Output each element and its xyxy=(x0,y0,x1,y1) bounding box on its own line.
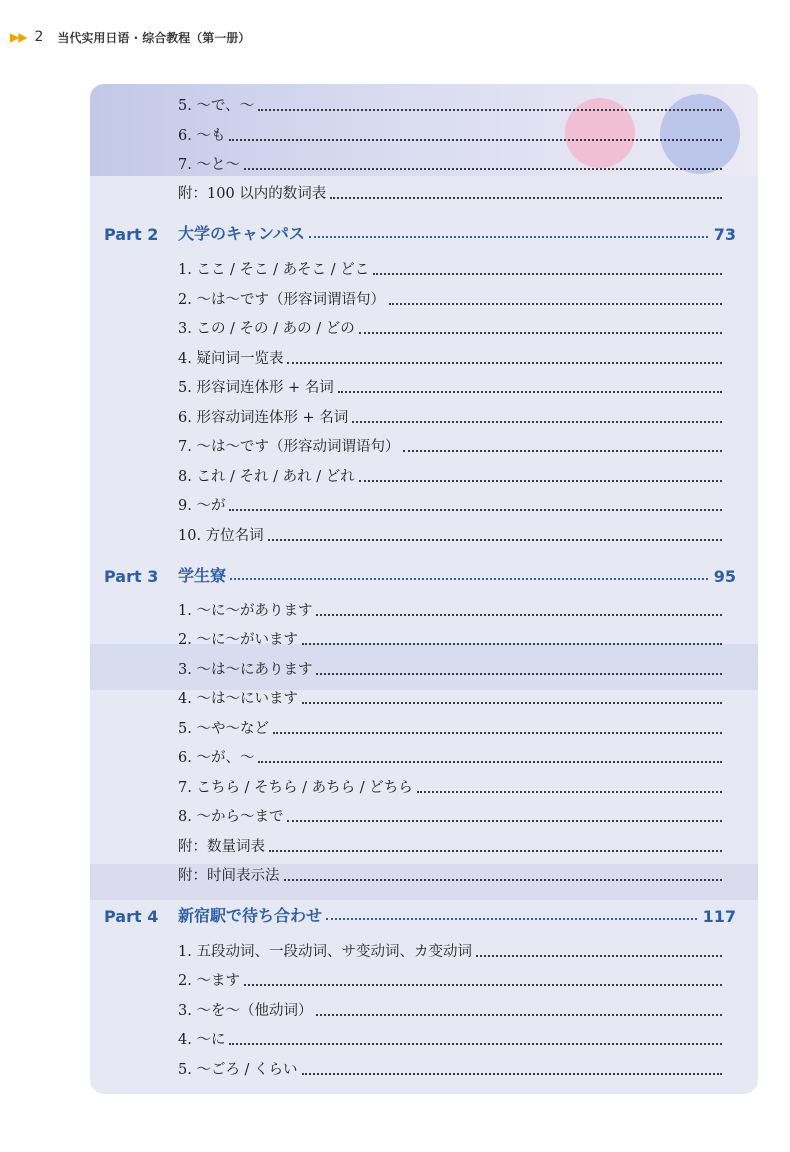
toc-entry-label: 4. 疑问词一览表 xyxy=(178,351,284,367)
toc-entry[interactable] xyxy=(178,92,722,116)
running-header xyxy=(10,25,250,49)
leader-dots xyxy=(287,362,722,364)
leader-dots xyxy=(258,109,722,111)
toc-entry-label: 7. ～と～ xyxy=(178,157,240,173)
toc-entry[interactable] xyxy=(178,967,722,991)
toc-entry-label: 附：时间表示法 xyxy=(178,868,280,884)
toc-entry[interactable] xyxy=(178,492,722,516)
toc-entry[interactable] xyxy=(178,862,722,886)
toc-entry-label: 7. ～は～です（形容动词谓语句） xyxy=(178,439,400,455)
toc-entry[interactable] xyxy=(178,774,722,798)
book-title: 当代实用日语 · 综合教程（第一册） xyxy=(57,30,251,45)
toc-entry[interactable] xyxy=(178,997,722,1021)
toc-entry-label: 2. ～に～がいます xyxy=(178,632,298,648)
leader-dots xyxy=(269,850,722,852)
leader-dots xyxy=(316,614,722,616)
toc-entry-label: 1. ここ / そこ / あそこ / どこ xyxy=(178,262,370,278)
toc-entry[interactable] xyxy=(178,1056,722,1080)
toc-entry-label: 1. 五段动词、一段动词、サ变动词、カ变动词 xyxy=(178,944,472,960)
toc-entry[interactable] xyxy=(178,744,722,768)
toc-entry-label: 5. ～や～など xyxy=(178,721,269,737)
toc-entry[interactable] xyxy=(178,522,722,546)
leader-dots xyxy=(338,391,722,393)
toc-entry[interactable] xyxy=(178,938,722,962)
leader-dots xyxy=(273,732,722,734)
part-page-number: 117 xyxy=(702,907,736,926)
arrow-icon: ▶▶ xyxy=(10,30,27,44)
toc-entry-label: 附：100 以内的数词表 xyxy=(178,186,327,202)
toc-entry-label: 5. 形容词连体形 + 名词 xyxy=(178,380,334,396)
leader-dots xyxy=(229,139,722,141)
toc-entry-label: 3. この / その / あの / どの xyxy=(178,321,355,337)
part-number: Part 3 xyxy=(104,567,159,586)
toc-entry-label: 8. これ / それ / あれ / どれ xyxy=(178,469,355,485)
leader-dots xyxy=(330,197,722,199)
leader-dots xyxy=(287,820,722,822)
toc-entry[interactable] xyxy=(178,833,722,857)
toc-entry[interactable] xyxy=(178,433,722,457)
part-number: Part 4 xyxy=(104,907,159,926)
part-heading-3[interactable] xyxy=(104,560,736,586)
toc-entry-label: 4. ～に xyxy=(178,1032,226,1048)
part-page-number: 73 xyxy=(713,225,736,244)
leader-dots xyxy=(229,1043,722,1045)
leader-dots xyxy=(326,918,697,920)
leader-dots xyxy=(316,673,722,675)
toc-entry[interactable] xyxy=(178,374,722,398)
leader-dots xyxy=(302,702,722,704)
toc-entry-label: 2. ～ます xyxy=(178,973,240,989)
toc-entry-label: 7. こちら / そちら / あちら / どちら xyxy=(178,780,413,796)
leader-dots xyxy=(373,273,722,275)
toc-entry-label: 2. ～は～です（形容词谓语句） xyxy=(178,292,385,308)
toc-entry-label: 6. 形容动词连体形 + 名词 xyxy=(178,410,349,426)
leader-dots xyxy=(244,984,722,986)
leader-dots xyxy=(229,509,722,511)
toc-entry[interactable] xyxy=(178,626,722,650)
toc-entry-label: 4. ～は～にいます xyxy=(178,691,298,707)
leader-dots xyxy=(352,421,722,423)
leader-dots xyxy=(244,168,722,170)
toc-entry[interactable] xyxy=(178,256,722,280)
toc-entry-label: 3. ～を～（他动词） xyxy=(178,1003,313,1019)
part-heading-4[interactable] xyxy=(104,900,736,926)
toc-entry-label: 5. ～ごろ / くらい xyxy=(178,1062,298,1078)
leader-dots xyxy=(316,1014,722,1016)
toc-entry-label: 9. ～が xyxy=(178,498,226,514)
page-number: 2 xyxy=(34,29,44,45)
leader-dots xyxy=(284,879,723,881)
toc-entry[interactable] xyxy=(178,803,722,827)
leader-dots xyxy=(417,791,722,793)
toc-entry-label: 附：数量词表 xyxy=(178,839,265,855)
part-page-number: 95 xyxy=(713,567,736,586)
toc-entry-label: 6. ～も xyxy=(178,128,226,144)
toc-entry[interactable] xyxy=(178,715,722,739)
toc-entry[interactable] xyxy=(178,685,722,709)
toc-entry[interactable] xyxy=(178,315,722,339)
toc-entry[interactable] xyxy=(178,404,722,428)
toc-entry[interactable] xyxy=(178,656,722,680)
toc-entry[interactable] xyxy=(178,180,722,204)
toc-entry[interactable] xyxy=(178,151,722,175)
part-title: 新宿駅で待ち合わせ xyxy=(178,906,323,925)
leader-dots xyxy=(302,643,722,645)
part-heading-2[interactable] xyxy=(104,218,736,244)
toc-entry-label: 6. ～が、～ xyxy=(178,750,255,766)
part-title: 大学のキャンパス xyxy=(178,224,305,243)
leader-dots xyxy=(403,450,722,452)
toc-entry-label: 1. ～に～があります xyxy=(178,603,313,619)
leader-dots xyxy=(268,539,722,541)
toc-entry[interactable] xyxy=(178,286,722,310)
toc-entry-label: 10. 方位名词 xyxy=(178,528,264,544)
leader-dots xyxy=(359,480,722,482)
part-number: Part 2 xyxy=(104,225,159,244)
toc-entry-label: 5. ～で、～ xyxy=(178,98,255,114)
toc-entry-label: 8. ～から～まで xyxy=(178,809,284,825)
leader-dots xyxy=(258,761,722,763)
toc-entry[interactable] xyxy=(178,597,722,621)
leader-dots xyxy=(302,1073,722,1075)
leader-dots xyxy=(309,236,708,238)
toc-entry-label: 3. ～は～にあります xyxy=(178,662,313,678)
leader-dots xyxy=(230,578,708,580)
leader-dots xyxy=(359,332,722,334)
toc-entry[interactable] xyxy=(178,122,722,146)
part-title: 学生寮 xyxy=(178,566,227,585)
leader-dots xyxy=(389,303,722,305)
toc-entry[interactable] xyxy=(178,345,722,369)
leader-dots xyxy=(476,955,722,957)
toc-entry[interactable] xyxy=(178,463,722,487)
toc-entry[interactable] xyxy=(178,1026,722,1050)
